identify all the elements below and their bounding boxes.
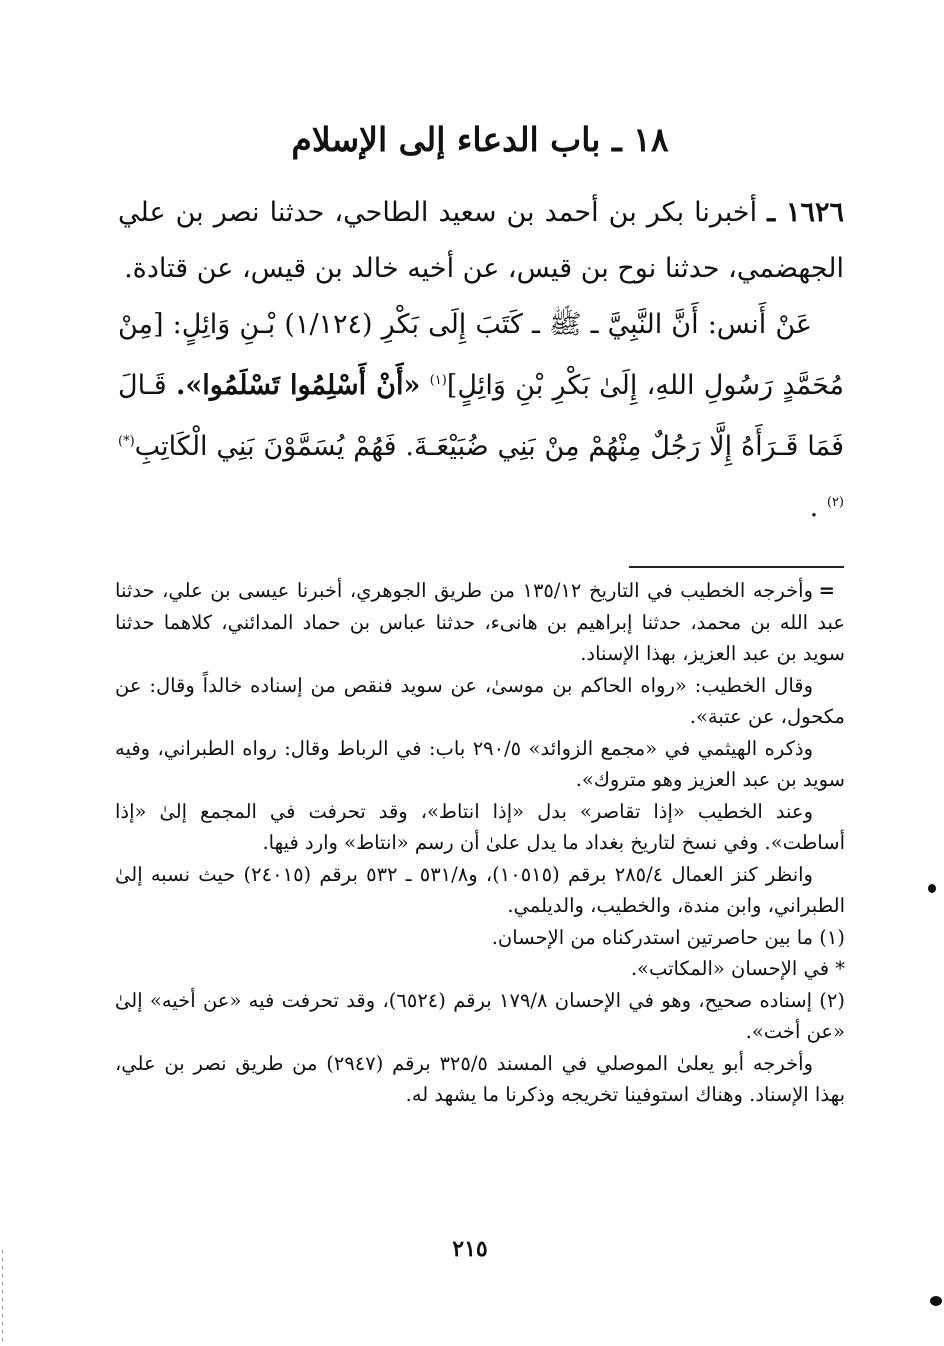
footnote-2: (٢) إسناده صحيح، وهو في الإحسان ١٧٩/٨ برقم (٦٥٢٤)، وقد تحرفت فيه «عن أخيه» إلىٰ «عن أخت». bbox=[115, 988, 846, 1043]
hadith-matn-part1: عَنْ أَنس: أَنَّ النَّبِيَّ ـ ﷺ ـ كَتَبَ إِلَى بَكْرِ (١/١٢٤) بْـنِ وَائِلٍ: bbox=[172, 309, 812, 340]
footnotes bbox=[115, 575, 845, 1111]
footnote-separator bbox=[629, 566, 844, 568]
hadith-text bbox=[118, 185, 844, 536]
footnote-text: وأخرجه الخطيب في التاريخ ١٣٥/١٢ من طريق الجوهري، أخبرنا عيسى بن علي، حدثنا عبد الله بن محمد، حدثنا إبراهيم بن هانىء، حدثنا عباس بن حماد المدائني، كلاهما حدثنا سويد بن عبد العزيز، بهذا الإسناد. bbox=[115, 579, 845, 665]
hadith-isnad: أخبرنا بكر بن أحمد بن سعيد الطاحي، حدثنا نصر بن علي الجهضمي، حدثنا نوح بن قيس، عن أخيه خالد بن قيس، عن قتادة. bbox=[118, 197, 844, 284]
scan-speck bbox=[930, 1296, 942, 1306]
footnote-ref-2: (٢) bbox=[826, 495, 844, 510]
hadith-matn-part2: [مِنْ مُحَمَّدٍ رَسُولِ اللهِ، إِلَىٰ بَكْرِ بْنِ وَائِلٍ] bbox=[118, 309, 844, 401]
footnote-star: * في الإحسان «المكاتب». bbox=[630, 957, 845, 980]
footnote-line bbox=[115, 575, 845, 670]
footnote-line: وعند الخطيب «إذا تقاصر» بدل «إذا انتاط»، وقد تحرفت في المجمع إلىٰ «إذا أساطت». وفي نسخ لتاريخ بغداد ما يدل علىٰ أن رسم «انتاط» وارد فيها. bbox=[115, 799, 845, 854]
footnote-line: وذكره الهيثمي في «مجمع الزوائد» ٢٩٠/٥ باب: في الرباط وقال: رواه الطبراني، وفيه سويد بن عبد العزيز وهو متروك». bbox=[115, 736, 845, 791]
continuation-mark: = bbox=[818, 579, 835, 602]
page-number: ٢١٥ bbox=[452, 1236, 488, 1262]
footnote-1: (١) ما بين حاصرتين استدركناه من الإحسان. bbox=[491, 925, 845, 949]
hadith-number: ١٦٢٦ ـ bbox=[767, 197, 845, 228]
hadith-matn-quote: «أَنْ أَسْلِمُوا تَسْلَمُوا». bbox=[175, 370, 421, 401]
footnote-line: وأخرجه أبو يعلىٰ الموصلي في المسند ٣٢٥/٥ برقم (٢٩٤٧) من طريق نصر بن علي، بهذا الإسناد. وهناك استوفينا تخريجه وذكرنا ما يشهد له. bbox=[115, 1051, 845, 1106]
scan-speck bbox=[928, 884, 936, 893]
footnote-line: وقال الخطيب: «رواه الحاكم بن موسىٰ، عن سويد فنقص من إسناده خالداً وقال: عن مكحول، عن عتبة». bbox=[115, 673, 845, 728]
chapter-heading: ١٨ ـ باب الدعاء إلى الإسلام bbox=[291, 120, 669, 159]
footnote-ref-star: (*) bbox=[118, 434, 135, 449]
footnote-line: وانظر كنز العمال ٢٨٥/٤ برقم (١٠٥١٥)، و٥٣١/٨ ـ ٥٣٢ برقم (٢٤٠١٥) حيث نسبه إلىٰ الطبراني، وابن مندة، والخطيب، والديلمي. bbox=[115, 862, 845, 917]
hadith-end-mark: . bbox=[809, 492, 819, 523]
footnote-ref-1: (١) bbox=[429, 373, 447, 388]
hadith-matn-paragraph bbox=[118, 297, 844, 536]
hadith-matn-part3: قَـالَ فَمَا قَـرَأَهُ إِلَّا رَجُلٌ مِنْهُمْ مِنْ بَنِي ضُبَيْعَـةَ. فَهُمْ يُسَمَّوْنَ بَنِي الْكَاتِبِ bbox=[118, 370, 844, 462]
hadith-isnad-paragraph bbox=[118, 185, 844, 297]
scan-edge-line bbox=[2, 1250, 3, 1346]
